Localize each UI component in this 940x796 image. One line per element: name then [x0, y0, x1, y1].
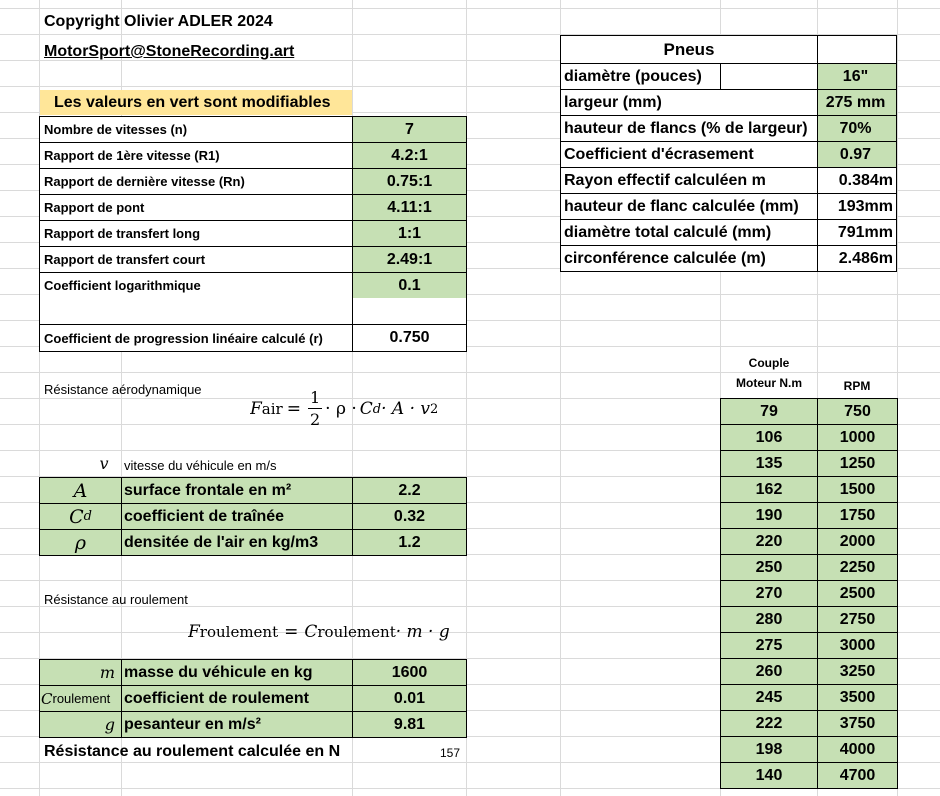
- tyre-row-value: 0.384m: [817, 167, 897, 194]
- torque-value[interactable]: 198: [720, 736, 818, 763]
- gear-row-label: Rapport de dernière vitesse (Rn): [39, 168, 353, 195]
- gear-row-label: Rapport de 1ère vitesse (R1): [39, 142, 353, 169]
- rpm-value[interactable]: 750: [817, 398, 898, 425]
- rpm-value[interactable]: 4700: [817, 762, 898, 789]
- gear-row-label: Coefficient logarithmique: [39, 272, 353, 299]
- rpm-value[interactable]: 2500: [817, 580, 898, 607]
- formula-text: C: [304, 622, 318, 642]
- rpm-value[interactable]: 1000: [817, 424, 898, 451]
- tyre-row-label: diamètre (pouces): [560, 63, 818, 90]
- email-link[interactable]: MotorSport@StoneRecording.art: [44, 43, 295, 60]
- gear-row-label: Rapport de pont: [39, 194, 353, 221]
- param-value[interactable]: 1600: [352, 659, 467, 686]
- symbol-text: m: [99, 663, 115, 682]
- tyre-row-label: diamètre total calculé (mm): [560, 219, 818, 246]
- symbol-text: A: [73, 479, 88, 502]
- rpm-value[interactable]: 1500: [817, 476, 898, 503]
- tyre-row-value[interactable]: 70%: [817, 115, 897, 142]
- tyre-title: Pneus: [560, 35, 818, 64]
- torque-value[interactable]: 79: [720, 398, 818, 425]
- rolling-title: Résistance au roulement: [44, 591, 188, 607]
- gear-row-value[interactable]: 7: [352, 116, 467, 143]
- torque-value[interactable]: 220: [720, 528, 818, 555]
- formula-sub: air: [261, 400, 283, 418]
- tyre-row-label: Coefficient d'écrasement: [560, 141, 818, 168]
- torque-value[interactable]: 162: [720, 476, 818, 503]
- rpm-value[interactable]: 1750: [817, 502, 898, 529]
- tyre-title-empty: [817, 35, 897, 64]
- gear-row-value[interactable]: 0.75:1: [352, 168, 467, 195]
- param-label: masse du véhicule en kg: [121, 659, 353, 686]
- rpm-value[interactable]: 2250: [817, 554, 898, 581]
- gear-empty-row: [39, 298, 467, 324]
- tyre-row-value[interactable]: 16": [817, 63, 897, 90]
- torque-value[interactable]: 280: [720, 606, 818, 633]
- formula-denominator: 2: [309, 410, 321, 429]
- formula-text: · ρ ·: [325, 399, 357, 419]
- rolling-result-label: Résistance au roulement calculée en N: [44, 743, 341, 760]
- torque-value[interactable]: 245: [720, 684, 818, 711]
- tyre-row-label: largeur (mm): [560, 89, 818, 116]
- formula-eq: =: [284, 622, 299, 642]
- gear-row-value[interactable]: 2.49:1: [352, 246, 467, 273]
- gear-row-label: Nombre de vitesses (n): [39, 116, 353, 143]
- torque-value[interactable]: 190: [720, 502, 818, 529]
- tyre-row-label: Rayon effectif calculéen m: [560, 167, 818, 194]
- param-value[interactable]: 2.2: [352, 477, 467, 504]
- symbol-text: ρ: [74, 531, 87, 554]
- tyre-row-value: 2.486m: [817, 245, 897, 272]
- torque-value[interactable]: 135: [720, 450, 818, 477]
- torque-value[interactable]: 275: [720, 632, 818, 659]
- grid-line: [0, 8, 940, 9]
- rolling-formula: [188, 612, 478, 652]
- formula-text: · A · v: [381, 399, 431, 419]
- torque-value[interactable]: 270: [720, 580, 818, 607]
- tyre-row-label: hauteur de flanc calculée (mm): [560, 193, 818, 220]
- formula-sub: roulement: [317, 623, 396, 641]
- formula-sup: 2: [430, 401, 439, 417]
- torque-value[interactable]: 222: [720, 710, 818, 737]
- v-description: vitesse du véhicule en m/s: [124, 457, 277, 473]
- symbol-cell: [39, 685, 122, 712]
- symbol-text: C: [41, 689, 53, 708]
- param-label: coefficient de traînée: [121, 503, 353, 530]
- symbol-cell: [39, 477, 122, 504]
- formula-eq: =: [286, 399, 301, 419]
- rpm-value[interactable]: 3750: [817, 710, 898, 737]
- gear-divider: [352, 298, 353, 324]
- formula-text: F: [250, 399, 262, 419]
- tyre-row-value: 193mm: [817, 193, 897, 220]
- formula-text: · m · g: [395, 622, 450, 642]
- formula-numerator: 1: [309, 388, 321, 407]
- gear-row-value[interactable]: 1:1: [352, 220, 467, 247]
- gear-row-value[interactable]: 0.1: [352, 272, 467, 299]
- v-symbol: v: [99, 453, 109, 473]
- aero-formula: [250, 384, 490, 434]
- progression-label: Coefficient de progression linéaire calculé (r): [39, 324, 353, 352]
- symbol-cell: [39, 659, 122, 686]
- editable-note: Les valeurs en vert sont modifiables: [40, 90, 352, 115]
- symbol-sub: d: [83, 509, 92, 524]
- gear-row-label: Rapport de transfert long: [39, 220, 353, 247]
- rpm-value[interactable]: 3500: [817, 684, 898, 711]
- symbol-cell: [39, 711, 122, 738]
- param-value[interactable]: 0.32: [352, 503, 467, 530]
- torque-header-line1: Couple: [748, 356, 790, 370]
- torque-value[interactable]: 260: [720, 658, 818, 685]
- torque-header-line2: Moteur N.m: [736, 376, 802, 390]
- tyre-row-value[interactable]: 0.97: [817, 141, 897, 168]
- progression-value: 0.750: [352, 324, 467, 352]
- torque-value[interactable]: 106: [720, 424, 818, 451]
- param-label: pesanteur en m/s²: [121, 711, 353, 738]
- tyre-row-value[interactable]: 275 mm: [817, 89, 897, 116]
- formula-text: F: [188, 622, 200, 642]
- torque-value[interactable]: 250: [720, 554, 818, 581]
- formula-text: C: [359, 399, 373, 419]
- gear-row-value[interactable]: 4.11:1: [352, 194, 467, 221]
- param-label: surface frontale en m²: [121, 477, 353, 504]
- rpm-value[interactable]: 3250: [817, 658, 898, 685]
- formula-sub: roulement: [199, 623, 279, 641]
- rpm-value[interactable]: 2000: [817, 528, 898, 555]
- param-value[interactable]: 9.81: [352, 711, 467, 738]
- param-value[interactable]: 0.01: [352, 685, 467, 712]
- tyre-row-value: 791mm: [817, 219, 897, 246]
- torque-value[interactable]: 140: [720, 762, 818, 789]
- symbol-sub: roulement: [52, 691, 111, 706]
- rpm-value[interactable]: 2750: [817, 606, 898, 633]
- tyre-row-label: circonférence calculée (m): [560, 245, 818, 272]
- rpm-value[interactable]: 1250: [817, 450, 898, 477]
- param-label: densitée de l'air en kg/m3: [121, 529, 353, 556]
- aero-title: Résistance aérodynamique: [44, 381, 202, 397]
- param-label: coefficient de roulement: [121, 685, 353, 712]
- rpm-value[interactable]: 4000: [817, 736, 898, 763]
- rpm-header: RPM: [843, 379, 871, 393]
- param-value[interactable]: 1.2: [352, 529, 467, 556]
- tyre-row-label: hauteur de flancs (% de largeur): [560, 115, 818, 142]
- symbol-text: C: [69, 505, 84, 528]
- rolling-result-value: 157: [440, 746, 461, 760]
- symbol-cell: [39, 529, 122, 556]
- symbol-cell: [39, 503, 122, 530]
- formula-sub: d: [372, 401, 382, 417]
- symbol-text: g: [104, 715, 115, 734]
- tyre-divider: [720, 63, 721, 90]
- rpm-value[interactable]: 3000: [817, 632, 898, 659]
- gear-row-label: Rapport de transfert court: [39, 246, 353, 273]
- gear-row-value[interactable]: 4.2:1: [352, 142, 467, 169]
- copyright-text: Copyright Olivier ADLER 2024: [44, 13, 273, 30]
